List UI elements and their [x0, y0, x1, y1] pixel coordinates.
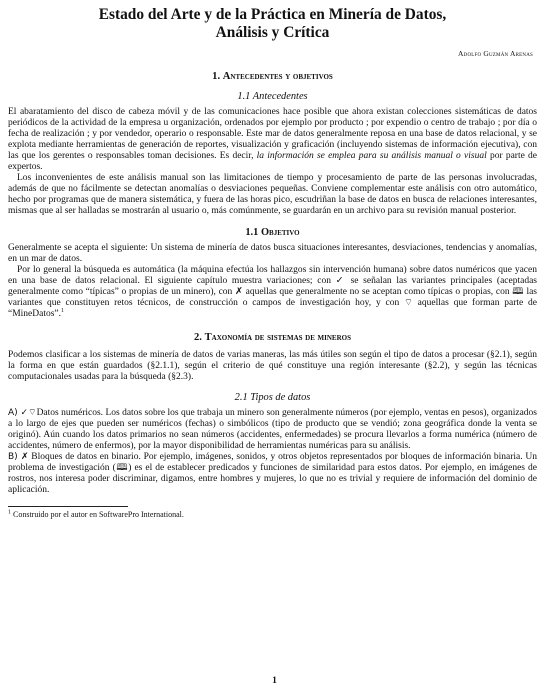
paragraph-text-end: por parte de expertos. — [8, 151, 537, 172]
section-1-title: Antecedentes y objetivos — [222, 71, 333, 82]
paragraph-tipo-a — [8, 408, 537, 452]
subsection-2-1-heading: 2.1 Tipos de datos — [234, 392, 311, 403]
section-2-title: Taxonomía de sistemas de mineros — [204, 332, 351, 343]
section-1-number: 1. — [212, 71, 221, 82]
subsection-1-1-heading: 1.1 Antecedentes — [237, 91, 308, 102]
paragraph-text: Por lo general la búsqueda es automática (la máquina efectúa los hallazgos sin intervención humana) sobre datos numéricos que yacen en una base de datos relacional. El siguiente capítulo muestra variaciones; con ✓ se señalan las variantes principales (aceptadas generalmente como “típicas” o propias de un minero), con ✗ aquellas que generalmente no se aceptan como típicas o propias, con 🕮 las variantes que constituyen retos técnicos, de construcción o campos de investigación hoy, y con ⌔ aquellas que forman parte de “MineDatos”. — [8, 265, 537, 319]
subsection-1-2-title: 1.1 Objetivo — [245, 227, 300, 238]
section-2-heading — [8, 332, 537, 343]
paper-title-line2: Análisis y Crítica — [215, 24, 330, 41]
paragraph-antecedentes-2: Los inconvenientes de este análisis manual son las limitaciones de tiempo y procesamiento de parte de las personas involucradas, además de que no fácilmente se detectan anomalías o desviaciones pequeñas. Conviene complementar este análisis con otro automático, hecho por programas que de manera sistemática, y fuera de las horas pico, escudriñan la base de datos en busca de relaciones interesantes, mismas que al ser halladas se mostrarán al usuario o, más comúnmente, se guardarán en un archivo para su revisión manual posterior. — [8, 173, 537, 216]
page-number: 1 — [272, 676, 277, 686]
footnote-ref: 1 — [61, 307, 65, 314]
footnote-divider — [8, 506, 128, 507]
cross-icon: B) ✗ — [8, 452, 29, 462]
paragraph-antecedentes-1 — [8, 107, 537, 173]
emphasis-text: la información se emplea para su análisis manual o visual — [256, 151, 487, 161]
paper-title-line1: Estado del Arte y de la Práctica en Minería de Datos, — [98, 6, 447, 23]
checkmark-icon: A) ✓⌔ — [8, 408, 37, 418]
paragraph-text: Bloques de datos en binario. Por ejemplo, imágenes, sonidos, y otros objetos representados por bloques de información binaria. Un problema de investigación (🕮) es el de establecer predicados y funciones de similaridad para estos datos. Por ejemplo, en imágenes de rostros, nos interesa poder discriminar, digamos, entre hombres y mujeres, lo que no es trivial y requiere de información del dominio de aplicación. — [8, 452, 537, 495]
subsection-1-2-heading — [8, 227, 537, 238]
footnote-mark: 1 — [8, 509, 11, 516]
footnote-text: Construido por el autor en SoftwarePro International. — [13, 510, 184, 519]
paragraph-text: Datos numéricos. Los datos sobre los que trabaja un minero son generalmente números (por ejemplo, ventas en pesos), organizados a lo largo de ejes que pueden ser numéricos (fechas) o simbólicos (tipo de producto que se vendió; zona geográfica donde la venta se originó). Aún cuando los datos primarios no sean números (accidentes, enfermedades) se procura llevarlos a forma numérica (número de accidentes, número de enfermos), por la mayor disponibilidad de herramientas numéricas para su análisis. — [8, 408, 538, 451]
paragraph-taxonomia: Podemos clasificar a los sistemas de minería de datos de varias maneras, las más útiles son según el tipo de datos a procesar (§2.1), según la forma en que están guardados (§2.1.1), según el criterio de qué constituye una región interesante (§2.2), y según las técnicas computacionales usadas para la búsqueda (§2.3). — [8, 350, 537, 382]
paragraph-objetivo-2 — [8, 265, 537, 320]
paragraph-text: El abaratamiento del disco de cabeza móvil y de las comunicaciones hace posible que ahora existan colecciones sistemáticas de datos periódicos de la actividad de la empresa u organización, ordenados por ejemplo por producto ; por expendio o centro de trabajo ; por día o fecha de realización ; y por vendedor, operario o responsable. Este mar de datos generalmente reposa en una base de datos relacional, y se explota mediante herramientas de generación de reportes, visualización y graficación (incluyendo sistemas de información ejecutiva), con las que los gerentes o responsables toman decisiones. Es decir, — [8, 107, 537, 161]
paragraph-objetivo-1: Generalmente se acepta el siguiente: Un sistema de minería de datos busca situaciones interesantes, desviaciones, tendencias y anomalías, en un mar de datos. — [8, 243, 537, 264]
paragraph-tipo-b — [8, 452, 537, 496]
section-2-number: 2. — [193, 332, 202, 343]
footnote — [8, 510, 537, 520]
section-1-heading — [8, 71, 537, 82]
author-name: Adolfo Guzmán Arenas — [458, 49, 533, 58]
